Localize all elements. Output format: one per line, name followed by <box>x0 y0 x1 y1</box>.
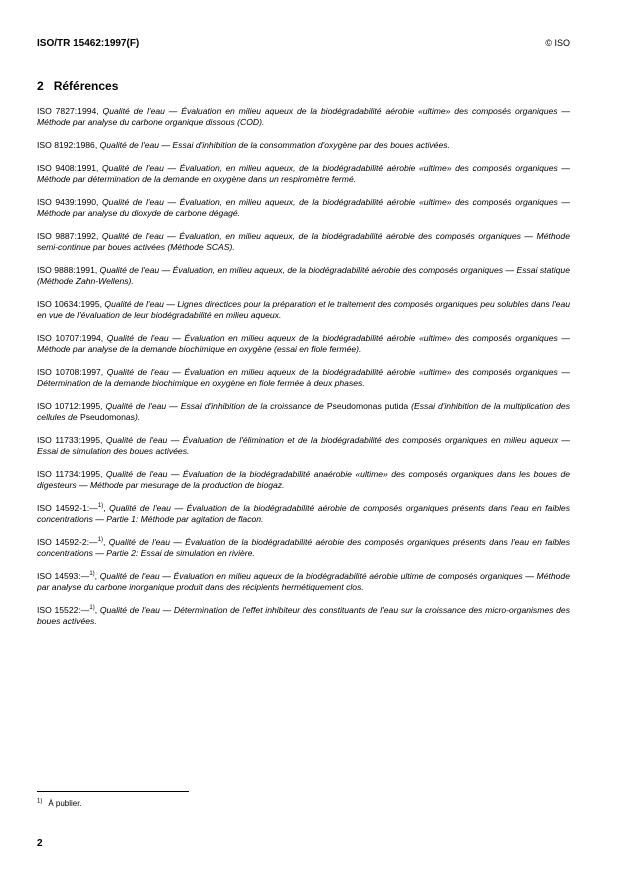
reference-code: ISO 10712:1995, <box>37 401 106 411</box>
reference-title: Qualité de l'eau — Évaluation, en milieu aqueux, de la biodégradabilité aérobie des composés organiques — Essai statique (Méthode Zahn-Wellens). <box>37 265 570 286</box>
footnote-ref: 1) <box>97 537 103 544</box>
reference-code: ISO 9887:1992, <box>37 231 102 241</box>
footnote <box>37 799 82 808</box>
reference-item <box>37 197 570 219</box>
reference-item <box>37 537 570 559</box>
footnote-ref: 1) <box>97 503 104 510</box>
reference-item <box>37 106 570 128</box>
reference-title: Qualité de l'eau — Lignes directices pour la préparation et le traitement des composés organiques peu solubles dans l'eau en vue de l'évaluation de leur biodégradabilité en milieu aqueux. <box>37 299 570 320</box>
reference-item <box>37 605 570 627</box>
reference-code: ISO 11733:1995, <box>37 435 106 445</box>
reference-title: Qualité de l'eau — Évaluation, en milieu aqueux, de la biodégradabilité aérobie des composés organiques — Méthode semi-continue par boues activées (Méthode SCAS). <box>37 231 570 252</box>
reference-code: ISO 15522:— <box>37 605 90 615</box>
reference-code: ISO 11734:1995, <box>37 469 106 479</box>
footnote-ref: 1) <box>89 605 95 612</box>
reference-code: ISO 14592-2:— <box>37 537 98 547</box>
reference-code: ISO 9408:1991, <box>37 163 102 173</box>
reference-title: Qualité de l'eau — Évaluation en milieu aqueux de la biodégradabilité aérobie «ultime» des composés organiques — Détermination de la demande biochimique en oxygène en fiole fermée à deux phases. <box>37 367 570 388</box>
reference-item <box>37 503 570 525</box>
genus-name: Pseudomonas <box>80 412 135 422</box>
section-number: 2 <box>37 79 44 93</box>
reference-code: ISO 14592-1:— <box>37 503 98 513</box>
reference-item <box>37 469 570 491</box>
section-heading <box>37 79 118 93</box>
reference-title-end: ). <box>134 412 141 422</box>
reference-code: ISO 8192:1986, <box>37 140 100 150</box>
copyright-notice: © ISO <box>545 38 570 48</box>
reference-code-tail: , <box>102 537 109 547</box>
reference-title-cont: (Essai d'inhibition de la multiplication des cellules de <box>37 401 571 422</box>
reference-code: ISO 10634:1995, <box>37 299 105 309</box>
reference-title: Qualité de l'eau — Évaluation en milieu aqueux de la biodégradabilité aérobie «ultime» des composés organiques — Méthode par analyse du carbone organique dissous (COD). <box>37 106 570 127</box>
reference-item <box>37 401 570 423</box>
reference-code: ISO 10708:1997, <box>37 367 107 377</box>
reference-title: Qualité de l'eau — Évaluation de la biodégradabilité aérobie des composés organiques présents dans l'eau en faibles concentrations — Partie 2: Essai de simulation en rivière. <box>37 537 570 558</box>
footnote-ref: 1) <box>89 571 95 578</box>
reference-code: ISO 9888:1991, <box>37 265 100 275</box>
footnote-marker: 1) <box>37 798 43 805</box>
document-id: ISO/TR 15462:1997(F) <box>37 38 140 49</box>
reference-title: Qualité de l'eau — Évaluation, en milieu aqueux, de la biodégradabilité aérobie «ultime» des composés organiques — Méthode par analyse du dioxyde de carbone dégagé. <box>37 197 571 218</box>
reference-title: Qualité de l'eau — Évaluation en milieu aqueux de la biodégradabilité aérobie «ultime» des composés organiques — Méthode par analyse de la demande biochimique en oxygène (essai en fiole fermée). <box>37 333 570 354</box>
reference-title: Qualité de l'eau — Essai d'inhibition de la consommation d'oxygène par des boues activées. <box>99 140 450 150</box>
reference-item <box>37 140 570 151</box>
reference-title: Qualité de l'eau — Évaluation en milieu aqueux de la biodégradabilité aérobie ultime de composés organiques — Méthode par analyse du carbone inorganique produit dans des récipients hermétiquement clos. <box>37 571 570 592</box>
reference-code-tail: , <box>103 503 110 513</box>
reference-item <box>37 333 570 355</box>
reference-item <box>37 435 570 457</box>
reference-title: Qualité de l'eau — Évaluation, en milieu aqueux, de la biodégradabilité aérobie «ultime» des composés organiques — Méthode par détermination de la demande en oxygène dans un respiromètre fermé. <box>37 163 571 184</box>
references-list <box>37 106 570 639</box>
reference-title: Qualité de l'eau — Détermination de l'effet inhibiteur des constituants de l'eau sur la croissance des micro-organismes des boues activées. <box>37 605 570 626</box>
reference-code: ISO 7827:1994, <box>37 106 103 116</box>
reference-code: ISO 14593:— <box>37 571 90 581</box>
reference-title: Qualité de l'eau — Essai d'inhibition de la croissance de <box>105 401 327 411</box>
reference-code: ISO 10707:1994, <box>37 333 107 343</box>
reference-code-tail: , <box>94 605 100 615</box>
species-name: Pseudomonas putida <box>326 401 409 411</box>
page-number: 2 <box>37 838 43 849</box>
footnote-divider <box>37 791 189 792</box>
reference-item <box>37 163 570 185</box>
reference-code: ISO 9439:1990, <box>37 197 102 207</box>
reference-item <box>37 367 570 389</box>
reference-title: Qualité de l'eau — Évaluation de l'élimination et de la biodégradabilité des composés organiques en milieu aqueux — Essai de simulation des boues activées. <box>37 435 571 456</box>
section-title: Références <box>53 79 119 93</box>
reference-item <box>37 231 570 253</box>
reference-item <box>37 571 570 593</box>
reference-title: Qualité de l'eau — Évaluation de la biodégradabilité anaérobie «ultime» des composés organiques dans les boues de digesteurs — Méthode par mesurage de la production de biogaz. <box>37 469 571 490</box>
reference-code-tail: , <box>94 571 100 581</box>
reference-item <box>37 299 570 321</box>
footnote-text: À publier. <box>48 799 82 808</box>
reference-item <box>37 265 570 287</box>
reference-title: Qualité de l'eau — Évaluation de la biodégradabilité aérobie de composés organiques présents dans l'eau en faibles concentrations — Partie 1: Méthode par agitation de flacon. <box>37 503 570 524</box>
